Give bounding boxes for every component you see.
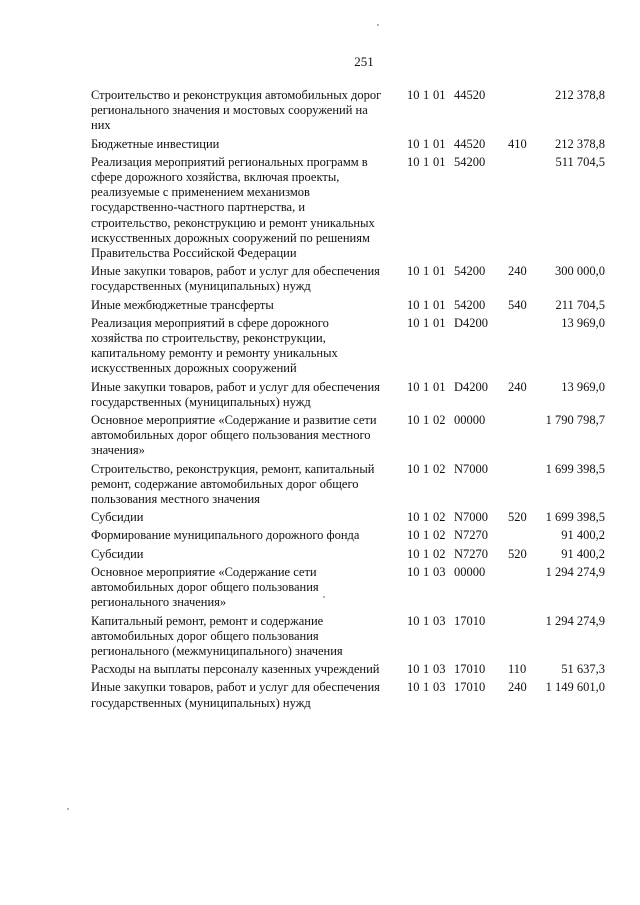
code-part-c4: 44520 [454,136,486,151]
row-expense-type: 240 [508,680,527,695]
code-part-c1: 10 [407,528,420,543]
code-part-c3: 01 [433,154,446,169]
table-row [91,662,611,677]
row-name: Расходы на выплаты персоналу казенных учреждений [91,662,380,677]
code-part-c2: 1 [423,680,430,695]
row-expense-type: 520 [508,510,527,525]
code-part-c1: 10 [407,564,420,579]
code-part-c4: 00000 [454,413,486,428]
row-code [407,298,514,313]
row-name: Иные закупки товаров, работ и услуг для обеспечения государственных (муниципальных) нужд [91,264,380,294]
row-code [407,264,514,279]
row-amount: 211 704,5 [555,297,605,312]
row-code [407,380,514,395]
table-row [91,264,611,294]
row-code [407,680,514,695]
code-part-c4: N7270 [454,528,489,543]
code-part-c2: 1 [423,662,430,677]
code-part-c3: 03 [433,662,446,677]
code-part-c2: 1 [423,136,430,151]
code-part-c3: 01 [433,88,446,102]
row-code [407,155,514,170]
code-part-c1: 10 [407,510,420,525]
code-part-c1: 10 [407,379,420,394]
code-part-c2: 1 [423,297,430,312]
table-row [91,528,611,543]
code-part-c3: 02 [433,413,446,428]
code-part-c4: 54200 [454,297,486,312]
code-part-c4: 44520 [454,88,486,102]
code-part-c2: 1 [423,413,430,428]
code-part-c1: 10 [407,154,420,169]
code-part-c1: 10 [407,315,420,330]
code-part-c1: 10 [407,546,420,561]
table-row [91,614,611,660]
row-amount: 511 704,5 [555,154,605,169]
code-part-c3: 01 [433,136,446,151]
code-part-c2: 1 [423,613,430,628]
row-amount: 300 000,0 [555,264,605,279]
row-expense-type: 410 [508,136,527,151]
code-part-c1: 10 [407,88,420,102]
table-row [91,510,611,525]
row-amount: 1 149 601,0 [545,680,605,695]
page-number: 251 [354,54,374,69]
code-part-c4: N7270 [454,546,489,561]
table-row [91,137,611,152]
row-amount: 91 400,2 [561,546,605,561]
row-code [407,614,514,629]
code-part-c4: N7000 [454,510,489,525]
row-name: Иные межбюджетные трансферты [91,297,274,312]
code-part-c1: 10 [407,136,420,151]
row-code [407,528,514,543]
row-name: Основное мероприятие «Содержание и развитие сети автомобильных дорог общего пользования местного значения» [91,413,377,458]
table-row [91,380,611,410]
code-part-c3: 02 [433,546,446,561]
row-code [407,316,514,331]
code-part-c3: 02 [433,510,446,525]
row-amount: 1 294 274,9 [545,613,605,628]
code-part-c1: 10 [407,613,420,628]
row-amount: 13 969,0 [561,379,605,394]
code-part-c3: 03 [433,680,446,695]
code-part-c4: 54200 [454,154,486,169]
scan-speck [377,24,379,26]
code-part-c3: 03 [433,613,446,628]
code-part-c2: 1 [423,510,430,525]
row-code [407,413,514,428]
code-part-c1: 10 [407,461,420,476]
table-row [91,413,611,459]
code-part-c1: 10 [407,297,420,312]
row-amount: 13 969,0 [561,315,605,330]
table-row [91,462,611,508]
row-name: Основное мероприятие «Содержание сети автомобильных дорог общего пользования регионального значения» [91,564,319,610]
row-name: Формирование муниципального дорожного фонда [91,528,360,543]
table-row [91,547,611,562]
row-code [407,565,514,580]
code-part-c2: 1 [423,88,430,102]
row-name: Субсидии [91,546,144,561]
row-code [407,662,514,677]
code-part-c2: 1 [423,315,430,330]
row-amount: 212 378,8 [555,136,605,151]
code-part-c3: 03 [433,564,446,579]
code-part-c1: 10 [407,264,420,279]
table-row [91,565,611,611]
code-part-c1: 10 [407,662,420,677]
table-row [91,155,611,261]
row-name: Бюджетные инвестиции [91,136,220,151]
row-expense-type: 110 [508,662,527,677]
code-part-c2: 1 [423,264,430,279]
table-row [91,316,611,377]
row-code [407,547,514,562]
table-row [91,680,611,710]
code-part-c4: D4200 [454,379,489,394]
row-amount: 51 637,3 [561,662,605,677]
code-part-c2: 1 [423,546,430,561]
code-part-c4: 00000 [454,564,486,579]
code-part-c3: 01 [433,264,446,279]
row-expense-type: 240 [508,379,527,394]
budget-table [91,88,611,714]
table-row [91,298,611,313]
code-part-c1: 10 [407,680,420,695]
row-expense-type: 240 [508,264,527,279]
row-name: Капитальный ремонт, ремонт и содержание автомобильных дорог общего пользования регионального (межмуниципального) значения [91,613,343,658]
code-part-c1: 10 [407,413,420,428]
code-part-c3: 02 [433,528,446,543]
row-name: Реализация мероприятий в сфере дорожного хозяйства по строительству, реконструкции, капитальному ремонту и ремонту уникальных искусственных дорожных сооружений [91,315,338,376]
code-part-c3: 02 [433,461,446,476]
code-part-c2: 1 [423,379,430,394]
row-amount: 1 790 798,7 [545,413,605,428]
table-row [91,88,611,134]
scan-speck [67,808,69,810]
row-name: Строительство, реконструкция, ремонт, капитальный ремонт, содержание автомобильных дорог общего пользования местного значения [91,461,375,507]
code-part-c3: 01 [433,315,446,330]
code-part-c2: 1 [423,528,430,543]
row-expense-type: 520 [508,546,527,561]
code-part-c3: 01 [433,379,446,394]
row-amount: 1 294 274,9 [545,564,605,579]
code-part-c3: 01 [433,297,446,312]
row-amount: 91 400,2 [561,528,605,543]
row-name: Реализация мероприятий региональных программ в сфере дорожного хозяйства, включая проекты, реализуемые с применением механизмов государственно-частного партнерства, и строительство, реконструкцию и ремонт уникальных искусственных дорожных сооружений по решениям Правительства Российской Федерации [91,154,375,261]
row-code [407,88,514,103]
row-amount: 1 699 398,5 [545,461,605,476]
row-amount: 212 378,8 [555,88,605,102]
row-name: Иные закупки товаров, работ и услуг для обеспечения государственных (муниципальных) нужд [91,379,380,409]
code-part-c2: 1 [423,564,430,579]
code-part-c4: 17010 [454,662,486,677]
code-part-c4: 17010 [454,613,486,628]
row-amount: 1 699 398,5 [545,510,605,525]
code-part-c4: 17010 [454,680,486,695]
row-name: Строительство и реконструкция автомобильных дорог регионального значения и мостовых сооружений на них [91,88,382,133]
row-code [407,462,514,477]
code-part-c4: N7000 [454,461,489,476]
row-expense-type: 540 [508,297,527,312]
row-name: Иные закупки товаров, работ и услуг для обеспечения государственных (муниципальных) нужд [91,680,380,710]
row-code [407,510,514,525]
code-part-c4: 54200 [454,264,486,279]
row-name: Субсидии [91,510,144,525]
code-part-c2: 1 [423,461,430,476]
code-part-c2: 1 [423,154,430,169]
code-part-c4: D4200 [454,315,489,330]
row-code [407,137,514,152]
